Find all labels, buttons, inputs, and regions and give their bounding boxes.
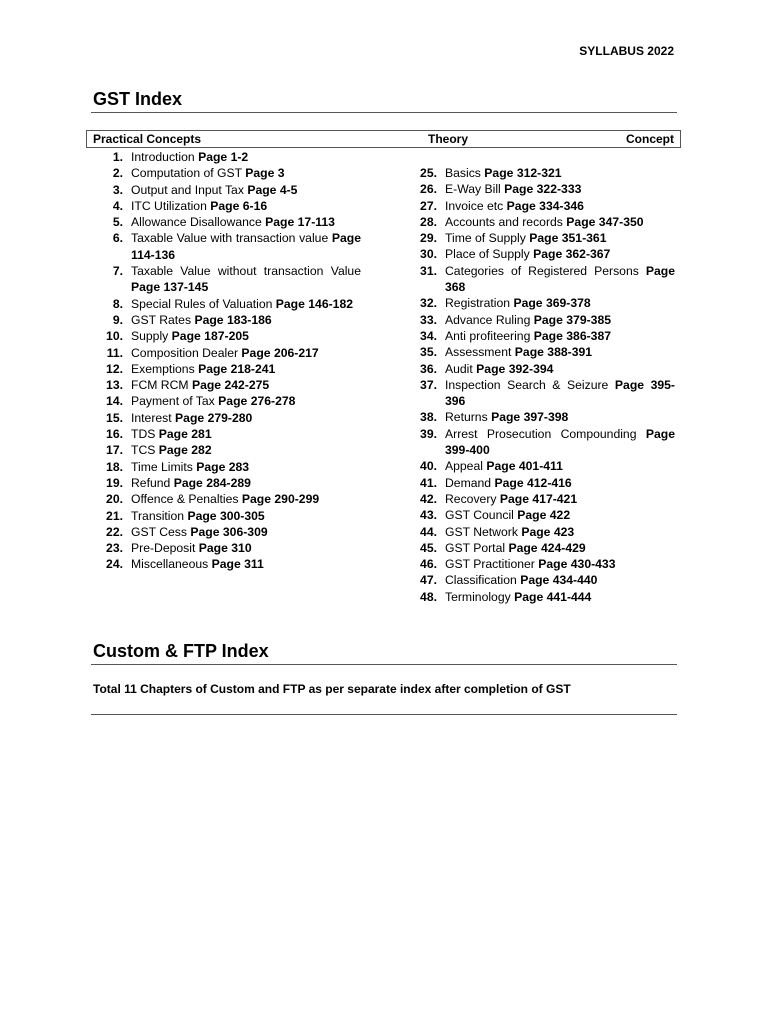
header-practical-concepts: Practical Concepts <box>93 132 202 146</box>
item-label: Supply <box>131 329 169 344</box>
item-page: Page 351-361 <box>529 231 607 246</box>
item-page: Page 401-411 <box>486 459 563 474</box>
item-page: Page 312-321 <box>484 166 562 180</box>
item-number: 18. <box>106 459 123 474</box>
item-text <box>131 508 361 524</box>
item-text <box>445 181 675 197</box>
item-label: Composition Dealer <box>131 345 239 360</box>
item-label: Recovery <box>445 491 497 506</box>
index-item <box>94 410 361 426</box>
index-item <box>94 377 361 393</box>
item-label: Basics <box>445 166 481 180</box>
item-number: 41. <box>420 475 437 490</box>
item-text <box>445 556 675 572</box>
item-label: Categories of Registered Persons <box>445 263 639 278</box>
item-page: Page 282 <box>158 443 212 458</box>
item-page: Page 322-333 <box>504 182 582 197</box>
index-item <box>408 246 675 262</box>
index-item <box>408 524 675 540</box>
item-number: 45. <box>420 540 437 555</box>
item-label: Appeal <box>445 459 483 474</box>
item-page: Page 399-400 <box>445 426 675 458</box>
item-text <box>131 165 361 181</box>
item-label: Offence & Penalties <box>131 492 239 507</box>
item-number: 42. <box>420 491 437 506</box>
item-text <box>445 230 675 246</box>
index-item <box>94 182 361 198</box>
index-item <box>408 507 675 523</box>
index-item <box>94 508 361 524</box>
item-text <box>445 312 675 328</box>
item-label: Anti profiteering <box>445 328 531 343</box>
item-number: 33. <box>420 312 437 327</box>
item-number: 39. <box>420 426 437 441</box>
index-item <box>94 165 361 181</box>
item-number: 43. <box>420 508 437 523</box>
item-page: Page 423 <box>521 524 575 539</box>
index-item <box>408 328 675 344</box>
item-label: Refund <box>131 475 171 490</box>
index-item <box>408 165 675 181</box>
item-text <box>131 328 361 344</box>
item-number: 5. <box>112 215 123 230</box>
item-text <box>131 426 361 442</box>
item-page: Page 3 <box>245 166 285 181</box>
item-label: Allowance Disallowance <box>131 215 262 230</box>
item-label: Audit <box>445 361 473 376</box>
gst-column-header <box>86 130 681 148</box>
item-text <box>131 198 361 214</box>
item-number: 27. <box>420 198 437 213</box>
item-page: Page 310 <box>198 541 252 556</box>
item-page: Page 392-394 <box>476 361 554 376</box>
practical-list <box>94 149 361 573</box>
item-label: Returns <box>445 410 488 425</box>
item-number: 4. <box>112 198 123 213</box>
index-item <box>94 475 361 491</box>
item-page: Page 434-440 <box>520 573 598 588</box>
item-label: Interest <box>131 410 172 425</box>
item-number: 7. <box>112 264 123 279</box>
item-page: Page 187-205 <box>171 329 249 344</box>
item-label: Taxable Value with transaction value <box>131 231 329 246</box>
index-item <box>408 475 675 491</box>
header-concept: Concept <box>626 132 674 146</box>
item-label: ITC Utilization <box>131 198 207 213</box>
item-number: 10. <box>106 329 123 344</box>
item-label: Accounts and records <box>445 214 563 229</box>
item-page: Page 441-444 <box>514 589 592 604</box>
item-text <box>445 198 675 214</box>
item-label: Arrest Prosecution Compounding <box>445 426 637 441</box>
item-number: 24. <box>106 557 123 572</box>
item-page: Page 4-5 <box>247 182 298 197</box>
item-label: Time Limits <box>131 459 193 474</box>
item-number: 37. <box>420 377 437 392</box>
item-text <box>445 572 675 588</box>
item-label: Computation of GST <box>131 166 242 181</box>
item-page: Page 347-350 <box>566 214 644 229</box>
index-item <box>94 328 361 344</box>
item-page: Page 424-429 <box>508 540 586 555</box>
item-page: Page 306-309 <box>190 524 268 539</box>
item-page: Page 369-378 <box>513 296 591 311</box>
item-number: 38. <box>420 410 437 425</box>
item-page: Page 290-299 <box>241 492 320 507</box>
item-text <box>445 214 675 230</box>
item-label: Output and Input Tax <box>131 182 244 197</box>
index-item <box>94 442 361 458</box>
item-page: Page 334-346 <box>506 198 584 213</box>
item-number: 11. <box>106 345 123 360</box>
item-text <box>445 458 675 474</box>
item-text <box>445 475 675 491</box>
gst-title-rule <box>91 112 677 113</box>
item-label: Registration <box>445 296 511 311</box>
item-number: 20. <box>106 492 123 507</box>
item-number: 2. <box>112 166 123 181</box>
item-number: 15. <box>106 410 123 425</box>
item-page: Page 6-16 <box>210 198 268 213</box>
item-label: GST Cess <box>131 524 187 539</box>
item-text <box>445 246 675 262</box>
item-text <box>445 589 675 605</box>
item-text <box>131 524 361 540</box>
index-item <box>408 361 675 377</box>
index-item <box>408 263 675 296</box>
item-text <box>131 540 361 556</box>
item-number: 30. <box>420 247 437 262</box>
item-number: 34. <box>420 328 437 343</box>
item-page: Page 218-241 <box>198 361 276 376</box>
item-number: 31. <box>420 263 437 278</box>
item-label: Taxable Value without transaction Value <box>131 264 361 279</box>
item-text <box>131 556 361 572</box>
item-number: 28. <box>420 214 437 229</box>
index-item <box>94 426 361 442</box>
item-number: 13. <box>106 378 123 393</box>
item-page: Page 362-367 <box>533 247 611 262</box>
item-label: Invoice etc <box>445 198 504 213</box>
index-item <box>94 524 361 540</box>
item-number: 46. <box>420 557 437 572</box>
item-label: Special Rules of Valuation <box>131 296 273 311</box>
item-label: GST Rates <box>131 312 192 327</box>
item-label: Demand <box>445 475 492 490</box>
item-number: 48. <box>420 589 437 604</box>
index-item <box>408 426 675 459</box>
index-item <box>408 458 675 474</box>
item-page: Page 17-113 <box>265 215 335 230</box>
item-text <box>445 524 675 540</box>
item-page: Page 395-396 <box>445 377 675 409</box>
item-text <box>445 328 675 344</box>
index-item <box>94 345 361 361</box>
item-label: Introduction <box>131 150 195 164</box>
custom-title-rule <box>91 664 677 665</box>
item-page: Page 146-182 <box>275 296 354 311</box>
item-label: Place of Supply <box>445 247 530 262</box>
item-page: Page 279-280 <box>175 410 253 425</box>
index-item <box>94 296 361 312</box>
item-label: GST Council <box>445 508 514 523</box>
index-item <box>408 572 675 588</box>
item-text <box>131 345 361 361</box>
item-page: Page 417-421 <box>499 491 578 506</box>
item-number: 21. <box>106 508 123 523</box>
item-text <box>445 361 675 377</box>
item-page: Page 386-387 <box>533 328 612 343</box>
item-number: 9. <box>112 312 123 327</box>
custom-index-title: Custom & FTP Index <box>93 641 269 661</box>
item-number: 44. <box>420 524 437 539</box>
item-page: Page 276-278 <box>218 394 296 409</box>
item-label: GST Portal <box>445 540 506 555</box>
item-label: TDS <box>131 427 156 442</box>
item-page: Page 281 <box>158 427 212 442</box>
item-page: Page 183-186 <box>194 312 272 327</box>
index-item <box>94 198 361 214</box>
item-page: Page 368 <box>445 263 675 295</box>
item-page: Page 422 <box>517 508 571 523</box>
item-page: Page 206-217 <box>241 345 319 360</box>
item-text <box>131 491 361 507</box>
item-page: Page 137-145 <box>131 280 209 295</box>
header-theory: Theory <box>428 132 469 146</box>
item-number: 6. <box>112 231 123 246</box>
index-item <box>94 361 361 377</box>
item-page: Page 379-385 <box>533 312 612 327</box>
item-label: Miscellaneous <box>131 557 209 572</box>
item-label: Transition <box>131 508 185 523</box>
index-item <box>94 263 361 296</box>
item-text <box>131 312 361 328</box>
item-text <box>445 263 675 296</box>
item-number: 36. <box>420 361 437 376</box>
item-number: 26. <box>420 182 437 197</box>
item-text <box>445 377 675 410</box>
item-label: Advance Ruling <box>445 312 531 327</box>
item-text <box>445 491 675 507</box>
item-number: 47. <box>420 573 437 588</box>
item-text <box>131 459 361 475</box>
item-text <box>131 361 361 377</box>
index-item <box>408 344 675 360</box>
item-text <box>131 475 361 491</box>
item-text <box>445 426 675 459</box>
item-text <box>131 296 361 312</box>
index-item <box>408 181 675 197</box>
item-page: Page 388-391 <box>514 345 593 360</box>
syllabus-label: SYLLABUS 2022 <box>579 44 674 58</box>
item-label: E-Way Bill <box>445 182 501 197</box>
item-label: GST Network <box>445 524 518 539</box>
item-number: 40. <box>420 459 437 474</box>
index-item <box>408 556 675 572</box>
item-text <box>131 377 361 393</box>
custom-index-note: Total 11 Chapters of Custom and FTP as per separate index after completion of GST <box>93 682 571 696</box>
index-item <box>94 540 361 556</box>
item-number: 32. <box>420 296 437 311</box>
item-label: Time of Supply <box>445 231 526 246</box>
index-item <box>408 491 675 507</box>
item-page: Page 300-305 <box>187 508 265 523</box>
item-page: Page 242-275 <box>191 378 270 393</box>
item-text <box>131 410 361 426</box>
index-item <box>94 393 361 409</box>
index-item <box>94 230 361 263</box>
item-label: FCM RCM <box>131 378 189 393</box>
item-page: Page 283 <box>196 459 250 474</box>
item-text <box>131 230 361 263</box>
item-number: 23. <box>106 541 123 556</box>
item-label: Terminology <box>445 589 511 604</box>
item-label: Classification <box>445 573 517 588</box>
index-item <box>94 556 361 572</box>
item-number: 19. <box>106 475 123 490</box>
item-text <box>445 507 675 523</box>
item-label: TCS <box>131 443 156 458</box>
theory-list <box>408 165 675 605</box>
index-item <box>408 295 675 311</box>
item-page: Page 311 <box>211 557 264 572</box>
item-label: Assessment <box>445 345 512 360</box>
index-item <box>408 198 675 214</box>
item-text <box>131 214 361 230</box>
item-number: 14. <box>106 394 123 409</box>
index-item <box>408 214 675 230</box>
item-text <box>131 393 361 409</box>
index-item <box>408 230 675 246</box>
item-text <box>131 442 361 458</box>
item-text <box>445 344 675 360</box>
item-label: Inspection Search & Seizure <box>445 377 609 392</box>
item-text <box>445 165 675 181</box>
item-page: Page 430-433 <box>538 557 616 572</box>
item-page: Page 114-136 <box>131 231 361 262</box>
item-text <box>131 182 361 198</box>
index-item <box>408 377 675 410</box>
index-item <box>408 312 675 328</box>
item-text <box>131 263 361 296</box>
index-item <box>408 540 675 556</box>
item-text <box>131 149 361 165</box>
item-page: Page 412-416 <box>494 475 572 490</box>
gst-index-title: GST Index <box>93 89 183 109</box>
item-text <box>445 409 675 425</box>
item-number: 25. <box>420 166 437 180</box>
item-page: Page 284-289 <box>173 475 251 490</box>
item-page: Page 397-398 <box>491 410 569 425</box>
item-number: 3. <box>112 182 123 197</box>
item-number: 17. <box>106 443 123 458</box>
item-number: 16. <box>106 427 123 442</box>
item-label: GST Practitioner <box>445 557 535 572</box>
item-number: 8. <box>112 296 123 311</box>
item-number: 1. <box>112 150 123 164</box>
item-number: 22. <box>106 524 123 539</box>
index-item <box>94 214 361 230</box>
item-page: Page 1-2 <box>198 150 249 164</box>
index-item <box>94 459 361 475</box>
item-label: Payment of Tax <box>131 394 215 409</box>
index-item <box>408 409 675 425</box>
item-number: 35. <box>420 345 437 360</box>
item-number: 12. <box>106 361 123 376</box>
index-item <box>408 589 675 605</box>
index-item <box>94 491 361 507</box>
index-item <box>94 149 361 165</box>
index-item <box>94 312 361 328</box>
item-number: 29. <box>420 231 437 246</box>
item-label: Exemptions <box>131 361 195 376</box>
item-label: Pre-Deposit <box>131 541 196 556</box>
item-text <box>445 295 675 311</box>
custom-note-rule <box>91 714 677 715</box>
item-text <box>445 540 675 556</box>
